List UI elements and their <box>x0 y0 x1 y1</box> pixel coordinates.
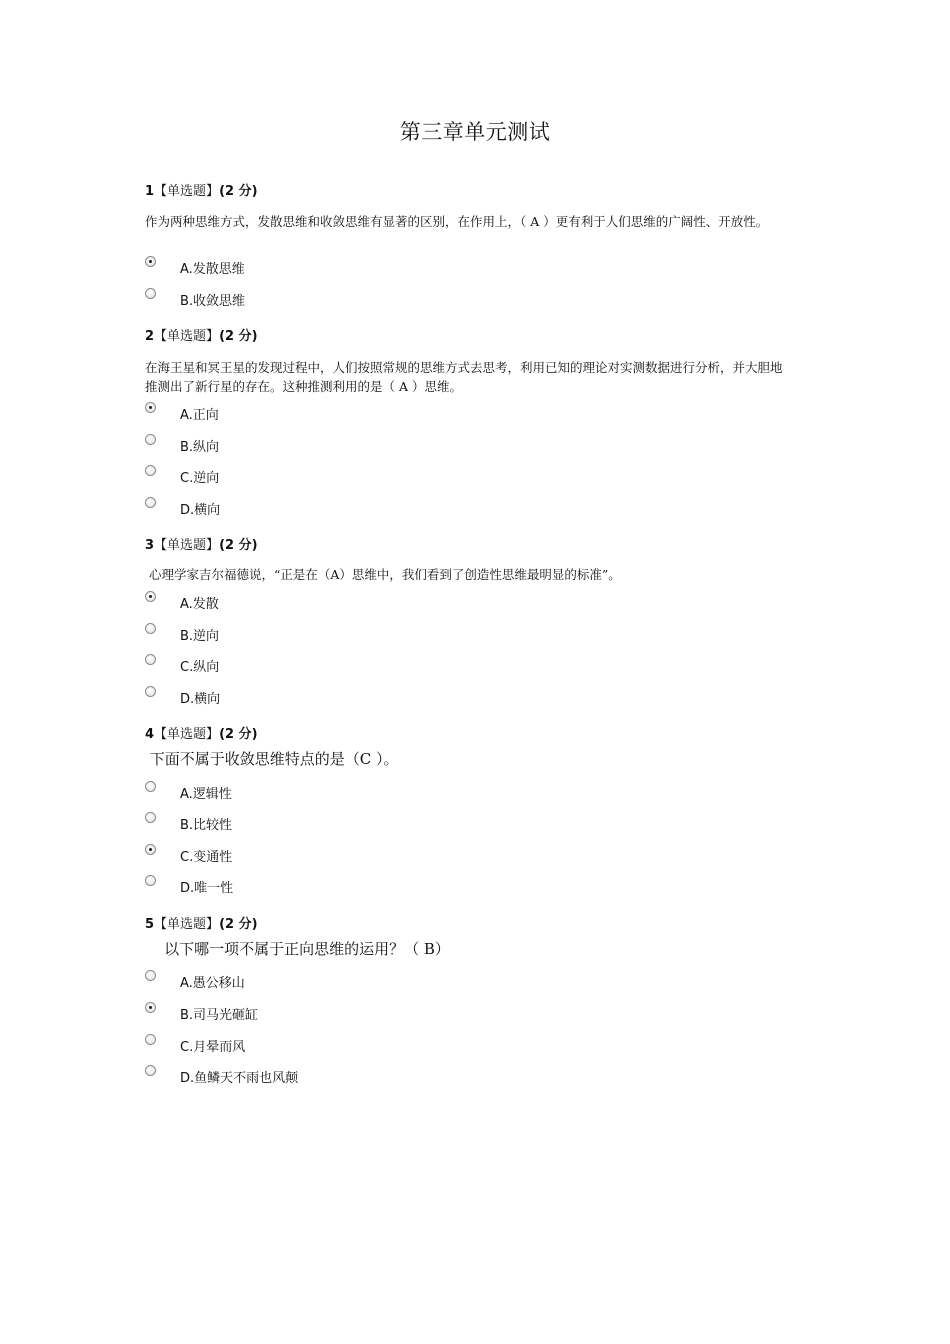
radio-icon[interactable] <box>145 812 156 823</box>
radio-selected-icon[interactable] <box>145 844 156 855</box>
radio-icon[interactable] <box>145 1034 156 1045</box>
question-type: 【单选题】 <box>154 184 220 199</box>
option-label: A.愚公移山 <box>180 976 245 991</box>
option-label: B.纵向 <box>180 440 220 455</box>
option-label: C.变通性 <box>180 850 233 865</box>
question-3-header <box>145 534 258 553</box>
option-label: B.比较性 <box>180 818 233 833</box>
radio-selected-icon[interactable] <box>145 1002 156 1013</box>
question-number: 4 <box>145 727 155 742</box>
option-label: B.收敛思维 <box>180 294 246 309</box>
option-label: C.纵向 <box>180 660 220 675</box>
option-label: B.逆向 <box>180 629 220 644</box>
question-number: 1 <box>145 184 155 199</box>
option-label: D.横向 <box>180 692 221 707</box>
option-label: D.鱼鳞天不雨也风颠 <box>180 1071 299 1086</box>
question-4-header <box>145 723 258 742</box>
radio-icon[interactable] <box>145 288 156 299</box>
radio-icon[interactable] <box>145 465 156 476</box>
option-label: C.月晕而风 <box>180 1040 246 1055</box>
option-label: A.发散 <box>180 597 219 612</box>
question-type: 【单选题】 <box>154 727 220 742</box>
option-label: C.逆向 <box>180 471 220 486</box>
radio-icon[interactable] <box>145 781 156 792</box>
option-label: A.发散思维 <box>180 262 245 277</box>
radio-selected-icon[interactable] <box>145 256 156 267</box>
question-5-text: 以下哪一项不属于正向思维的运用？（ B） <box>145 940 450 958</box>
radio-icon[interactable] <box>145 654 156 665</box>
radio-icon[interactable] <box>145 434 156 445</box>
question-5-header <box>145 913 258 932</box>
option-label: B.司马光砸缸 <box>180 1008 259 1023</box>
option-label: D.横向 <box>180 503 221 518</box>
radio-icon[interactable] <box>145 623 156 634</box>
option-label: D.唯一性 <box>180 881 234 896</box>
question-2-text: 在海王星和冥王星的发现过程中，人们按照常规的思维方式去思考，利用已知的理论对实测数据进行分析，并大胆地推测出了新行星的存在。这种推测利用的是（ A ）思维。 <box>145 360 783 394</box>
radio-icon[interactable] <box>145 970 156 981</box>
question-1-header <box>145 180 258 199</box>
question-number: 2 <box>145 329 155 344</box>
radio-icon[interactable] <box>145 1065 156 1076</box>
radio-icon[interactable] <box>145 875 156 886</box>
radio-selected-icon[interactable] <box>145 402 156 413</box>
option-label: A.逻辑性 <box>180 787 232 802</box>
question-number: 5 <box>145 917 155 932</box>
option-label: A.正向 <box>180 408 219 423</box>
radio-icon[interactable] <box>145 497 156 508</box>
question-number: 3 <box>145 538 155 553</box>
question-type: 【单选题】 <box>154 917 220 932</box>
question-score: (2 分) <box>219 727 258 742</box>
question-type: 【单选题】 <box>154 538 220 553</box>
page-title: 第三章单元测试 <box>399 120 551 144</box>
question-1-text: 作为两种思维方式，发散思维和收敛思维有显著的区别，在作用上，（ A ）更有利于人们思维的广阔性、开放性。 <box>145 214 769 229</box>
question-score: (2 分) <box>219 184 258 199</box>
question-score: (2 分) <box>219 917 258 932</box>
question-4-text: 下面不属于收敛思维特点的是（C ）。 <box>145 750 399 768</box>
question-type: 【单选题】 <box>154 329 220 344</box>
radio-selected-icon[interactable] <box>145 591 156 602</box>
question-score: (2 分) <box>219 329 258 344</box>
question-3-text: 心理学家吉尔福德说，“正是在（A）思维中，我们看到了创造性思维最明显的标准”。 <box>145 567 621 582</box>
question-score: (2 分) <box>219 538 258 553</box>
question-2-header <box>145 325 258 344</box>
radio-icon[interactable] <box>145 686 156 697</box>
